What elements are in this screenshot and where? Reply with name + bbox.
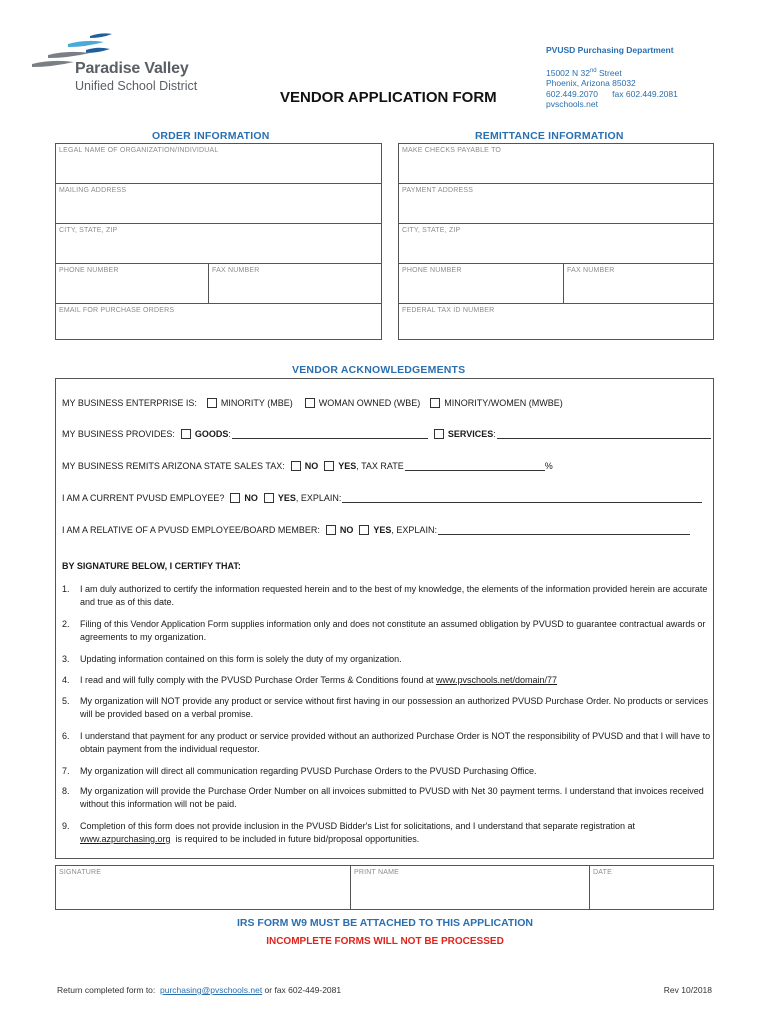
azpurchasing-link[interactable]: www.azpurchasing.org [80, 834, 171, 844]
woman-owned-checkbox[interactable] [305, 398, 315, 408]
purchase-order-email-field[interactable]: EMAIL FOR PURCHASE ORDERS [59, 307, 175, 314]
logo-name: Paradise Valley [75, 60, 189, 77]
logo-subtitle: Unified School District [75, 79, 198, 93]
revision-date: Rev 10/2018 [663, 985, 712, 995]
mailing-address-field[interactable]: MAILING ADDRESS [56, 184, 381, 224]
print-name-field[interactable]: PRINT NAME [351, 866, 590, 909]
goods-checkbox[interactable] [181, 429, 191, 439]
services-input[interactable] [497, 430, 711, 439]
certification-heading: BY SIGNATURE BELOW, I CERTIFY THAT: [62, 561, 241, 571]
relative-yes-checkbox[interactable] [359, 525, 369, 535]
legal-name-field[interactable]: LEGAL NAME OF ORGANIZATION/INDIVIDUAL [56, 144, 381, 184]
cert-item-6: 6. I understand that payment for any product or service provided without an authorized Purchase Order is NOT the responsibility of PVUSD and that I will have to obtain payment from the individual requestor. [62, 731, 711, 754]
signature-box [55, 865, 714, 910]
relative-row: I AM A RELATIVE OF A PVUSD EMPLOYEE/BOARD MEMBER: NO YES , EXPLAIN: [62, 525, 690, 535]
cert-item-3: 3. Updating information contained on this form is solely the duty of my organization. [62, 654, 402, 664]
enterprise-row: MY BUSINESS ENTERPRISE IS: MINORITY (MBE) WOMAN OWNED (WBE) MINORITY/WOMEN (MWBE) [62, 398, 563, 408]
department-address: 15002 N 32nd Street Phoenix, Arizona 85032 602.449.2070 fax 602.449.2081 pvschools.net [546, 67, 678, 110]
signature-field[interactable]: SIGNATURE [56, 866, 351, 909]
sales-tax-row: MY BUSINESS REMITS ARIZONA STATE SALES TAX: NO YES , TAX RATE % [62, 461, 553, 471]
terms-link[interactable]: www.pvschools.net/domain/77 [436, 675, 558, 685]
sales-tax-yes-checkbox[interactable] [324, 461, 334, 471]
payment-address-field[interactable]: PAYMENT ADDRESS [399, 184, 713, 224]
minority-women-checkbox[interactable] [430, 398, 440, 408]
remittance-information-box [398, 143, 714, 340]
remit-fax-field[interactable]: FAX NUMBER [564, 264, 713, 304]
department-phone-fax: 602.449.2070 fax 602.449.2081 [546, 88, 678, 99]
employee-no-checkbox[interactable] [230, 493, 240, 503]
footer-return: Return completed form to: purchasing@pvschools.net or fax 602-449-2081 [57, 985, 342, 995]
order-information-box [55, 143, 382, 340]
order-city-state-zip-field[interactable]: CITY, STATE, ZIP [56, 224, 381, 264]
relative-explain-input[interactable] [438, 526, 690, 535]
services-checkbox[interactable] [434, 429, 444, 439]
remit-phone-field[interactable]: PHONE NUMBER [399, 264, 564, 304]
minority-checkbox[interactable] [207, 398, 217, 408]
cert-item-8: 8. My organization will provide the Purchase Order Number on all invoices submitted to PVUSD with Net 30 payment terms. I understand that invoices received without this information will not be paid. [62, 786, 704, 809]
w9-notice: IRS FORM W9 MUST BE ATTACHED TO THIS APPLICATION [237, 917, 533, 929]
department-name: PVUSD Purchasing Department [546, 45, 674, 55]
employee-yes-checkbox[interactable] [264, 493, 274, 503]
cert-item-5: 5. My organization will NOT provide any product or service without first having in our possession an authorized PVUSD Purchase Order. No products or services will be provided based on a verbal promise. [62, 696, 709, 719]
order-phone-field[interactable]: PHONE NUMBER [56, 264, 209, 304]
relative-no-checkbox[interactable] [326, 525, 336, 535]
vendor-acknowledgements-heading: VENDOR ACKNOWLEDGEMENTS [292, 364, 466, 376]
cert-item-4: 4. I read and will fully comply with the PVUSD Purchase Order Terms & Conditions found at www.pvschools.net/domain/77 [62, 675, 558, 685]
federal-tax-id-field[interactable]: FEDERAL TAX ID NUMBER [402, 307, 495, 314]
checks-payable-field[interactable]: MAKE CHECKS PAYABLE TO [399, 144, 713, 184]
cert-item-9: 9. Completion of this form does not provide inclusion in the PVUSD Bidder's List for solicitations, and I understand that separate registration at www.azpurchasing.org is required to be included in future bid/proposal opportunities. [62, 821, 636, 844]
employee-row: I AM A CURRENT PVUSD EMPLOYEE? NO YES , EXPLAIN: [62, 493, 702, 503]
page-title: VENDOR APPLICATION FORM [280, 89, 497, 106]
remittance-information-heading: REMITTANCE INFORMATION [475, 130, 624, 142]
cert-item-7: 7. My organization will direct all communication regarding PVUSD Purchase Orders to the PVUSD Purchasing Office. [62, 766, 537, 776]
tax-rate-input[interactable] [405, 462, 545, 471]
department-website: pvschools.net [546, 99, 598, 110]
goods-input[interactable] [232, 430, 428, 439]
order-fax-field[interactable]: FAX NUMBER [209, 264, 381, 304]
cert-item-2: 2. Filing of this Vendor Application Form supplies information only and does not constitute an assumed obligation by PVUSD to guarantee contractual awards or agreements to my organization. [62, 619, 706, 642]
purchasing-email-link[interactable]: purchasing@pvschools.net [160, 985, 263, 995]
provides-row: MY BUSINESS PROVIDES: GOODS : SERVICES : [62, 429, 711, 439]
order-information-heading: ORDER INFORMATION [152, 130, 270, 142]
cert-item-1: 1. I am duly authorized to certify the information requested herein and to the best of my knowledge, the elements of the information provided herein are accurate and true as of this date. [62, 584, 708, 607]
date-field[interactable]: DATE [593, 869, 612, 876]
remit-city-state-zip-field[interactable]: CITY, STATE, ZIP [399, 224, 713, 264]
sales-tax-no-checkbox[interactable] [291, 461, 301, 471]
employee-explain-input[interactable] [342, 494, 702, 503]
incomplete-notice: INCOMPLETE FORMS WILL NOT BE PROCESSED [266, 936, 504, 947]
